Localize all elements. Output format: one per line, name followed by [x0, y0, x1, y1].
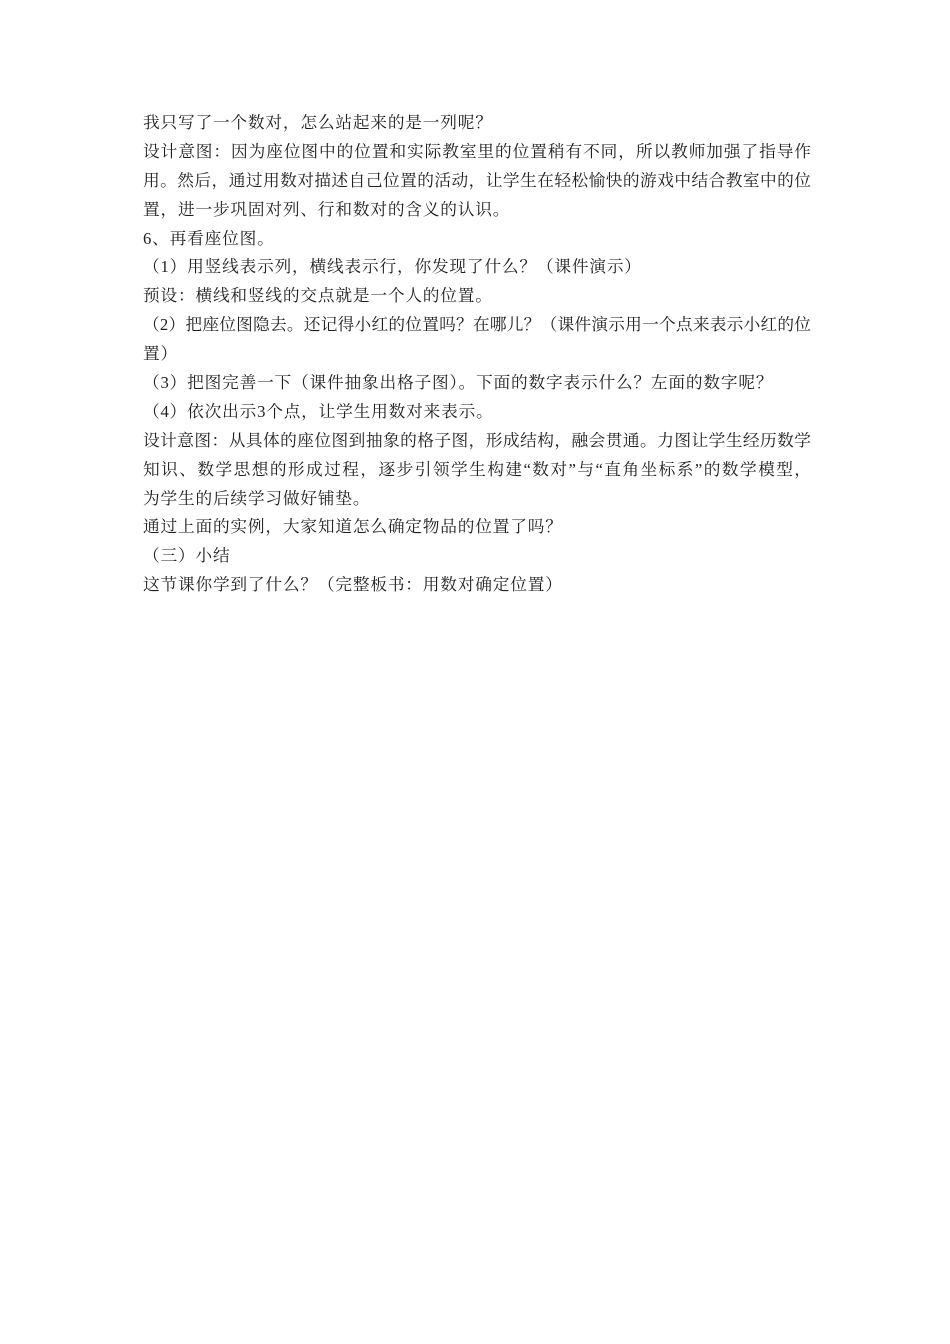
text-line: 设计意图：从具体的座位图到抽象的格子图，形成结构，融会贯通。力图让学生经历数学	[143, 430, 811, 450]
text-line: 为学生的后续学习做好铺垫。	[143, 488, 371, 508]
text-line: 知识、数学思想的形成过程，逐步引领学生构建“数对”与“直角坐标系”的数学模型，	[143, 459, 811, 479]
text-line: （1）用竖线表示列，横线表示行，你发现了什么？（课件演示）	[143, 257, 642, 277]
text-line: （3）把图完善一下（课件抽象出格子图）。下面的数字表示什么？左面的数字呢？	[143, 373, 774, 393]
text-line: （4）依次出示3个点，让学生用数对来表示。	[143, 401, 494, 421]
text-line: 预设：横线和竖线的交点就是一个人的位置。	[143, 286, 493, 306]
text-line: 这节课你学到了什么？（完整板书：用数对确定位置）	[143, 575, 563, 595]
document-body-text	[143, 109, 811, 600]
text-line: 6、再看座位图。	[143, 228, 275, 248]
text-line: 设计意图：因为座位图中的位置和实际教室里的位置稍有不同，所以教师加强了指导作	[143, 141, 811, 161]
text-line: （2）把座位图隐去。还记得小红的位置吗？在哪儿？（课件演示用一个点来表示小红的位	[143, 315, 811, 335]
text-line: 置）	[143, 344, 178, 364]
text-line: （三）小结	[143, 546, 231, 566]
text-line: 我只写了一个数对，怎么站起来的是一列呢？	[143, 113, 493, 132]
text-line: 通过上面的实例，大家知道怎么确定物品的位置了吗？	[143, 517, 563, 537]
text-line: 用。然后，通过用数对描述自己位置的活动，让学生在轻松愉快的游戏中结合教室中的位	[143, 170, 811, 190]
text-line: 置，进一步巩固对列、行和数对的含义的认识。	[143, 199, 511, 219]
